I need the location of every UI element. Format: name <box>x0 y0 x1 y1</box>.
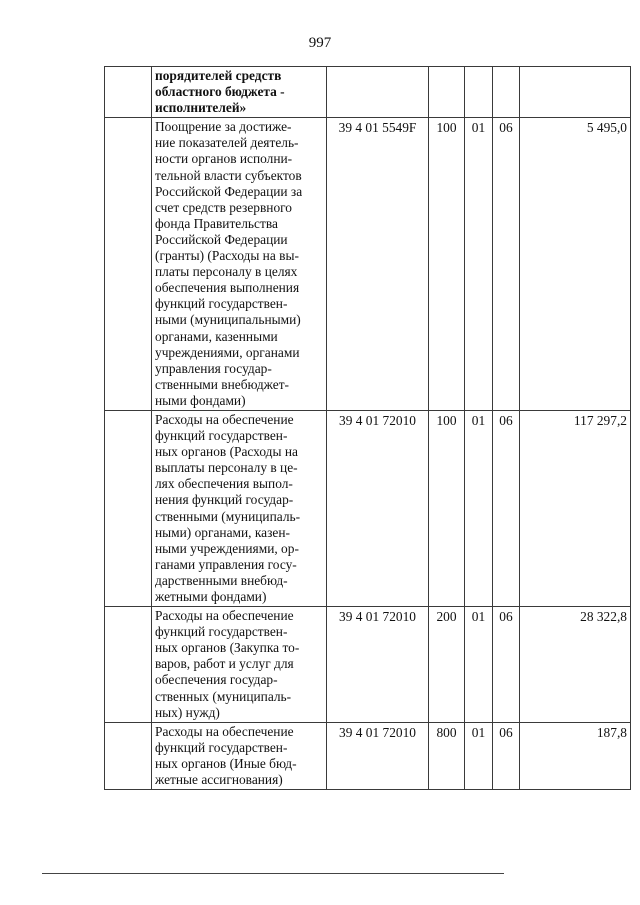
item-name-line: функций государствен- <box>155 428 288 444</box>
item-name-line: функций государствен- <box>155 739 288 755</box>
subsection-cell: 06 <box>493 722 520 789</box>
item-name-line: ственными (муниципаль- <box>155 508 301 524</box>
row-number-cell <box>105 118 152 411</box>
item-name-line: фонда Правительства <box>155 215 278 231</box>
item-name-line: Расходы на обеспечение <box>155 411 294 427</box>
item-name-line: обеспечения выполнения <box>155 280 300 296</box>
item-name-line: жетными фондами) <box>155 589 267 604</box>
item-name-line: ными (муниципальными) <box>155 312 301 328</box>
item-name-line: платы персоналу в целях <box>155 264 298 280</box>
item-name-line: порядителей средств <box>155 68 282 83</box>
item-name-line: ных органов (Расходы на <box>155 444 298 460</box>
item-name-line: обеспечения государ- <box>155 672 278 688</box>
item-name-line: управления государ- <box>155 360 272 376</box>
row-number-cell <box>105 410 152 606</box>
table-row <box>105 67 631 118</box>
item-name-line: лях обеспечения выпол- <box>155 476 293 492</box>
section-cell: 01 <box>465 722 493 789</box>
row-number-cell <box>105 67 152 118</box>
expense-type-cell: 800 <box>429 722 465 789</box>
amount-cell <box>520 67 631 118</box>
item-name-cell <box>152 67 327 118</box>
subsection-cell <box>493 67 520 118</box>
table-row <box>105 607 631 723</box>
item-name-line: учреждениями, органами <box>155 344 300 360</box>
item-name-line: функций государствен- <box>155 296 288 312</box>
item-name-cell <box>152 410 327 606</box>
expense-type-cell: 100 <box>429 118 465 411</box>
item-name-line: исполнителей» <box>155 100 247 116</box>
budget-table <box>104 66 631 790</box>
item-name-line: функций государствен- <box>155 624 288 640</box>
section-cell <box>465 67 493 118</box>
subsection-cell: 06 <box>493 118 520 411</box>
target-code-cell: 39 4 01 5549F <box>327 118 429 411</box>
subsection-cell: 06 <box>493 607 520 723</box>
item-name-line: ными фондами) <box>155 392 246 408</box>
section-cell: 01 <box>465 607 493 723</box>
item-name-line: счет средств резервного <box>155 199 293 215</box>
expense-type-cell: 200 <box>429 607 465 723</box>
item-name-cell <box>152 722 327 789</box>
expense-type-cell: 100 <box>429 410 465 606</box>
page-number: 997 <box>308 35 332 51</box>
item-name-line: ности органов исполни- <box>155 151 293 167</box>
item-name-line: дарственными внебюд- <box>155 572 288 588</box>
item-name-line: Поощрение за достиже- <box>155 119 292 135</box>
budget-table-body <box>105 67 631 790</box>
subsection-cell: 06 <box>493 410 520 606</box>
table-row <box>105 118 631 411</box>
footer-rule <box>42 873 504 874</box>
item-name-line: ными) органами, казен- <box>155 524 290 540</box>
target-code-cell: 39 4 01 72010 <box>327 607 429 723</box>
item-name-line: тельной власти субъектов <box>155 167 302 183</box>
target-code-cell: 39 4 01 72010 <box>327 722 429 789</box>
expense-type-cell <box>429 67 465 118</box>
item-name-line: выплаты персоналу в це- <box>155 460 298 476</box>
item-name-line: нения функций государ- <box>155 492 294 508</box>
section-cell: 01 <box>465 410 493 606</box>
item-name-line: ных органов (Закупка то- <box>155 640 300 656</box>
amount-cell: 28 322,8 <box>520 607 631 723</box>
item-name-cell <box>152 118 327 411</box>
item-name-line: областного бюджета - <box>155 84 285 100</box>
item-name-line: ных) нужд) <box>155 704 220 720</box>
item-name-line: ственными внебюджет- <box>155 376 290 392</box>
item-name-line: Расходы на обеспечение <box>155 723 294 739</box>
item-name-cell <box>152 607 327 723</box>
row-number-cell <box>105 722 152 789</box>
target-code-cell: 39 4 01 72010 <box>327 410 429 606</box>
item-name-line: жетные ассигнования) <box>155 772 283 788</box>
item-name-line: органами, казенными <box>155 328 278 344</box>
table-row <box>105 722 631 789</box>
item-name-line: ние показателей деятель- <box>155 135 299 151</box>
target-code-cell <box>327 67 429 118</box>
amount-cell: 187,8 <box>520 722 631 789</box>
item-name-line: Российской Федерации за <box>155 183 303 199</box>
row-number-cell <box>105 607 152 723</box>
section-cell: 01 <box>465 118 493 411</box>
item-name-line: Российской Федерации <box>155 231 288 247</box>
item-name-line: ных органов (Иные бюд- <box>155 755 297 771</box>
table-row <box>105 410 631 606</box>
item-name-line: (гранты) (Расходы на вы- <box>155 248 299 264</box>
amount-cell: 5 495,0 <box>520 118 631 411</box>
item-name-line: варов, работ и услуг для <box>155 656 294 672</box>
item-name-line: ственных (муниципаль- <box>155 688 292 704</box>
amount-cell: 117 297,2 <box>520 410 631 606</box>
item-name-line: Расходы на обеспечение <box>155 608 294 624</box>
item-name-line: ными учреждениями, ор- <box>155 540 299 556</box>
item-name-line: ганами управления госу- <box>155 556 297 572</box>
